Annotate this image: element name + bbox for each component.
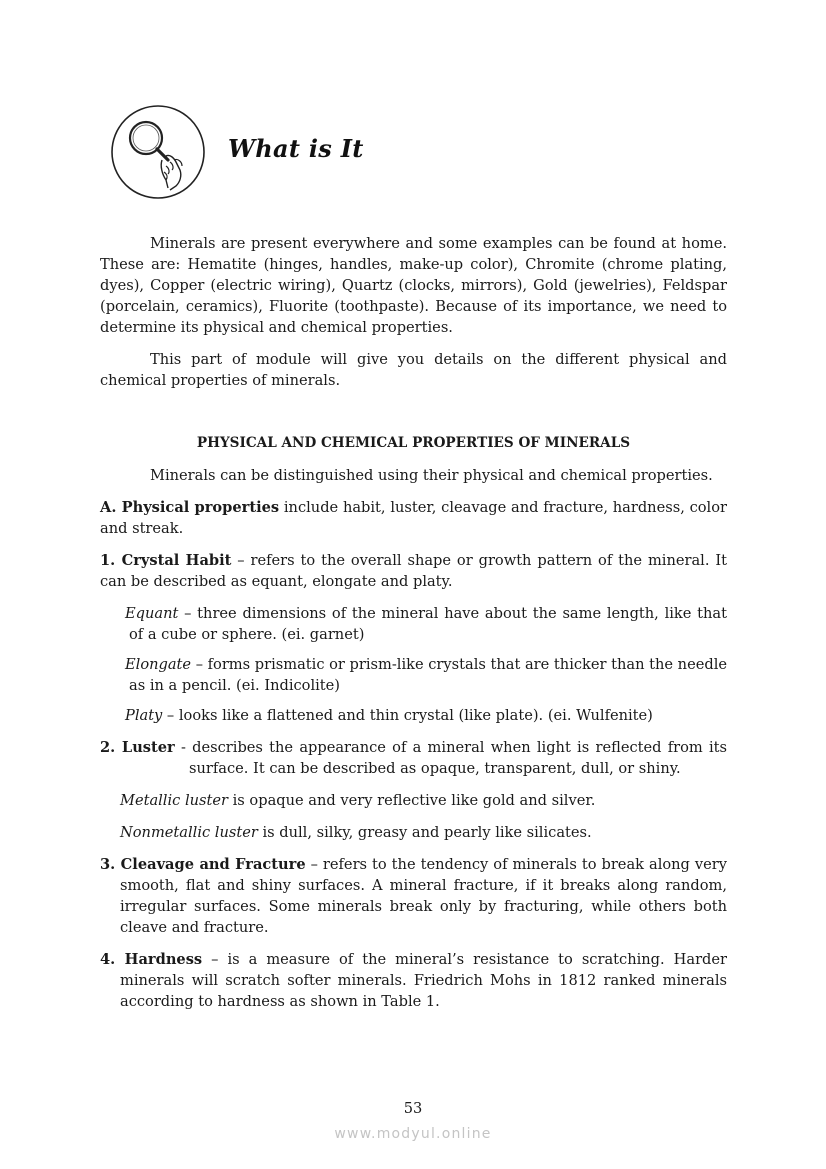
platy-text: – looks like a flattened and thin crystal (like plate). (ei. Wulfenite) [162,707,653,724]
physical-properties-paragraph [100,497,727,539]
page-number: 53 [403,1100,423,1117]
hardness-text: – is a measure of the mineral’s resistance to scratching. Harder minerals will scratch softer minerals. Friedrich Mohs in 1812 ranked minerals according to hardness as shown in Table 1. [120,951,728,1010]
metallic-luster-text: is opaque and very reflective like gold and silver. [228,792,596,809]
watermark: www.modyul.online [334,1126,492,1142]
equant-term: Equant [125,605,179,622]
physical-properties-term: A. Physical properties [100,499,280,516]
equant-definition [125,603,727,645]
elongate-text: – forms prismatic or prism-like crystals that are thicker than the needle as in a pencil. (ei. Indicolite) [129,656,727,694]
nonmetallic-luster-line [120,822,727,843]
equant-text: – three dimensions of the mineral have about the same length, like that of a cube or sphere. (ei. garnet) [129,605,727,643]
magnifying-glass-icon [110,104,206,200]
nonmetallic-luster-term: Nonmetallic luster [120,824,258,841]
crystal-habit-text: – refers to the overall shape or growth pattern of the mineral. It can be described as equant, elongate and platy. [100,552,727,590]
crystal-habit-term: 1. Crystal Habit [100,552,232,569]
metallic-luster-term: Metallic luster [120,792,228,809]
luster-paragraph [100,737,727,779]
body-content [100,233,727,1012]
intro-paragraph-2: This part of module will give you details on the different physical and chemical properties of minerals. [100,351,727,389]
luster-term: 2. Luster [100,739,175,756]
cleavage-fracture-term: 3. Cleavage and Fracture [100,856,306,873]
hardness-paragraph [100,949,727,1012]
crystal-habit-paragraph [100,550,727,592]
physical-properties-text: include habit, luster, cleavage and fracture, hardness, color and streak. [100,499,727,537]
platy-term: Platy [125,707,163,724]
properties-heading: PHYSICAL AND CHEMICAL PROPERTIES OF MINERALS [196,435,631,451]
cleavage-fracture-text: – refers to the tendency of minerals to break along very smooth, flat and shiny surfaces. A mineral fracture, if it breaks along random, irregular surfaces. Some minerals break only by fracturing, while others both cleave and fracture. [120,856,727,936]
metallic-luster-line [120,790,727,811]
platy-definition [125,705,727,726]
elongate-definition [125,654,727,696]
hardness-term: 4. Hardness [100,951,203,968]
properties-intro: Minerals can be distinguished using their physical and chemical properties. [150,467,713,484]
cleavage-fracture-paragraph [100,854,727,938]
nonmetallic-luster-text: is dull, silky, greasy and pearly like silicates. [257,824,592,841]
section-title: What is It [228,134,364,163]
luster-text: - describes the appearance of a mineral when light is reflected from its surface. It can be described as opaque, transparent, dull, or shiny. [174,739,727,777]
intro-paragraph-1: Minerals are present everywhere and some examples can be found at home. These are: Hematite (hinges, handles, make-up color), Chromite (chrome plating, dyes), Copper (electric wiring), Quartz (clocks, mirrors), Gold (jewelries), Feldspar (porcelain, ceramics), Fluorite (toothpaste). Because of its importance, we need to determine its physical and chemical properties. [100,235,727,336]
elongate-term: Elongate [125,656,192,673]
